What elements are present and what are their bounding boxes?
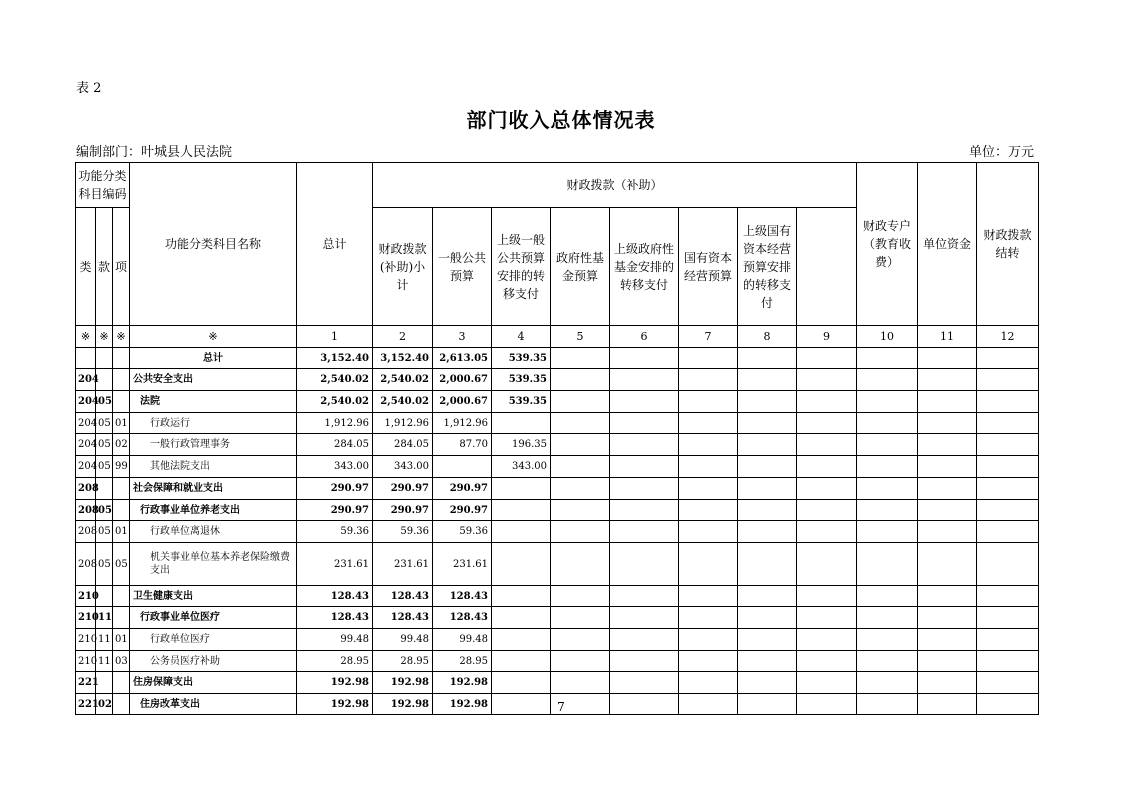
empty-cell bbox=[610, 500, 679, 521]
code-xiang-cell bbox=[113, 369, 130, 391]
header-unit-fund: 单位资金 bbox=[918, 163, 977, 326]
code-lei-cell: 208 bbox=[76, 500, 96, 521]
empty-cell bbox=[679, 607, 738, 629]
empty-cell bbox=[679, 543, 738, 586]
header-func-code: 功能分类科目编码 bbox=[76, 163, 130, 208]
table-tag: 表 2 bbox=[76, 81, 102, 96]
upper-transfer-cell bbox=[492, 629, 551, 651]
empty-cell bbox=[918, 629, 977, 651]
code-xiang-cell: 01 bbox=[113, 521, 130, 543]
total-cell: 290.97 bbox=[297, 500, 373, 521]
table-row bbox=[76, 586, 1039, 607]
empty-cell bbox=[551, 500, 610, 521]
empty-cell bbox=[857, 586, 918, 607]
empty-cell bbox=[610, 586, 679, 607]
empty-cell bbox=[610, 369, 679, 391]
header-upper-transfer: 上级一般公共预算安排的转移支付 bbox=[492, 208, 551, 326]
item-name-cell: 法院 bbox=[130, 391, 297, 413]
empty-cell bbox=[679, 456, 738, 478]
empty-cell bbox=[551, 672, 610, 694]
empty-cell bbox=[797, 543, 857, 586]
empty-cell bbox=[551, 434, 610, 456]
fiscal-subtotal-cell: 59.36 bbox=[373, 521, 433, 543]
empty-cell bbox=[738, 456, 797, 478]
total-cell: 59.36 bbox=[297, 521, 373, 543]
empty-cell bbox=[679, 586, 738, 607]
empty-cell bbox=[738, 651, 797, 672]
item-name-cell: 总计 bbox=[130, 348, 297, 369]
empty-cell bbox=[797, 672, 857, 694]
code-lei-cell: 204 bbox=[76, 391, 96, 413]
general-budget-cell bbox=[433, 456, 492, 478]
empty-cell bbox=[738, 607, 797, 629]
department-label: 编制部门：叶城县人民法院 bbox=[76, 145, 233, 160]
code-lei-cell: 210 bbox=[76, 586, 96, 607]
code-lei-cell: 221 bbox=[76, 672, 96, 694]
upper-transfer-cell: 343.00 bbox=[492, 456, 551, 478]
empty-cell bbox=[857, 629, 918, 651]
empty-cell bbox=[918, 369, 977, 391]
total-cell: 1,912.96 bbox=[297, 413, 373, 434]
empty-cell bbox=[610, 629, 679, 651]
empty-cell bbox=[857, 348, 918, 369]
item-name-cell: 行政运行 bbox=[130, 413, 297, 434]
item-name-cell: 住房保障支出 bbox=[130, 672, 297, 694]
empty-cell bbox=[977, 586, 1039, 607]
empty-cell bbox=[738, 672, 797, 694]
code-kuan-cell: 05 bbox=[96, 456, 113, 478]
index-cell: 6 bbox=[610, 326, 679, 348]
general-budget-cell: 1,912.96 bbox=[433, 413, 492, 434]
empty-cell bbox=[977, 478, 1039, 500]
item-name-cell: 卫生健康支出 bbox=[130, 586, 297, 607]
item-name-cell: 机关事业单位基本养老保险缴费支出 bbox=[130, 543, 297, 586]
empty-cell bbox=[918, 607, 977, 629]
empty-cell bbox=[857, 391, 918, 413]
code-xiang-cell bbox=[113, 607, 130, 629]
empty-cell bbox=[738, 586, 797, 607]
empty-cell bbox=[738, 434, 797, 456]
total-cell: 2,540.02 bbox=[297, 391, 373, 413]
code-kuan-cell: 05 bbox=[96, 391, 113, 413]
total-cell: 128.43 bbox=[297, 607, 373, 629]
empty-cell bbox=[551, 629, 610, 651]
upper-transfer-cell bbox=[492, 672, 551, 694]
fiscal-subtotal-cell: 128.43 bbox=[373, 607, 433, 629]
header-carryover: 财政拨款结转 bbox=[977, 163, 1039, 326]
empty-cell bbox=[679, 521, 738, 543]
empty-cell bbox=[610, 434, 679, 456]
empty-cell bbox=[797, 500, 857, 521]
code-lei-cell: 210 bbox=[76, 607, 96, 629]
header-upper-state-capital: 上级国有资本经营预算安排的转移支付 bbox=[738, 208, 797, 326]
upper-transfer-cell bbox=[492, 607, 551, 629]
table-row bbox=[76, 348, 1039, 369]
empty-cell bbox=[918, 391, 977, 413]
fiscal-subtotal-cell: 284.05 bbox=[373, 434, 433, 456]
code-xiang-cell: 02 bbox=[113, 434, 130, 456]
empty-cell bbox=[977, 348, 1039, 369]
code-xiang-cell: 01 bbox=[113, 413, 130, 434]
upper-transfer-cell bbox=[492, 651, 551, 672]
empty-cell bbox=[610, 607, 679, 629]
empty-cell bbox=[977, 672, 1039, 694]
upper-transfer-cell: 539.35 bbox=[492, 391, 551, 413]
header-fiscal-group: 财政拨款（补助） bbox=[373, 163, 857, 208]
page-number: 7 bbox=[557, 700, 565, 714]
empty-cell bbox=[797, 369, 857, 391]
fiscal-subtotal-cell: 290.97 bbox=[373, 500, 433, 521]
empty-cell bbox=[857, 478, 918, 500]
empty-cell bbox=[977, 413, 1039, 434]
empty-cell bbox=[610, 543, 679, 586]
code-kuan-cell: 11 bbox=[96, 651, 113, 672]
general-budget-cell: 2,613.05 bbox=[433, 348, 492, 369]
code-lei-cell: 204 bbox=[76, 413, 96, 434]
index-cell: ※ bbox=[113, 326, 130, 348]
empty-cell bbox=[918, 586, 977, 607]
empty-cell bbox=[918, 434, 977, 456]
empty-cell bbox=[679, 434, 738, 456]
item-name-cell: 一般行政管理事务 bbox=[130, 434, 297, 456]
empty-cell bbox=[857, 651, 918, 672]
table-row bbox=[76, 478, 1039, 500]
empty-cell bbox=[679, 478, 738, 500]
header-general-budget: 一般公共预算 bbox=[433, 208, 492, 326]
index-row bbox=[76, 326, 1039, 348]
table-row bbox=[76, 434, 1039, 456]
index-cell: 12 bbox=[977, 326, 1039, 348]
code-kuan-cell bbox=[96, 348, 113, 369]
total-cell: 99.48 bbox=[297, 629, 373, 651]
fiscal-subtotal-cell: 290.97 bbox=[373, 478, 433, 500]
empty-cell bbox=[797, 413, 857, 434]
header-xiang: 项 bbox=[113, 208, 130, 326]
index-cell: 10 bbox=[857, 326, 918, 348]
code-lei-cell: 204 bbox=[76, 434, 96, 456]
empty-cell bbox=[679, 500, 738, 521]
item-name-cell: 住房改革支出 bbox=[130, 694, 297, 715]
table-row bbox=[76, 521, 1039, 543]
table-row bbox=[76, 629, 1039, 651]
total-cell: 3,152.40 bbox=[297, 348, 373, 369]
code-kuan-cell: 05 bbox=[96, 521, 113, 543]
general-budget-cell: 231.61 bbox=[433, 543, 492, 586]
code-xiang-cell bbox=[113, 478, 130, 500]
table-row bbox=[76, 413, 1039, 434]
empty-cell bbox=[679, 629, 738, 651]
empty-cell bbox=[610, 413, 679, 434]
empty-cell bbox=[551, 607, 610, 629]
page-title: 部门收入总体情况表 bbox=[466, 108, 656, 132]
empty-cell bbox=[610, 456, 679, 478]
empty-cell bbox=[977, 434, 1039, 456]
income-summary-table bbox=[75, 162, 1039, 715]
general-budget-cell: 128.43 bbox=[433, 586, 492, 607]
table-body bbox=[76, 348, 1039, 715]
header-upper-gov-fund: 上级政府性基金安排的转移支付 bbox=[610, 208, 679, 326]
index-cell: 9 bbox=[797, 326, 857, 348]
empty-cell bbox=[738, 500, 797, 521]
total-cell: 2,540.02 bbox=[297, 369, 373, 391]
empty-cell bbox=[679, 672, 738, 694]
empty-cell bbox=[918, 413, 977, 434]
code-xiang-cell: 99 bbox=[113, 456, 130, 478]
item-name-cell: 行政事业单位医疗 bbox=[130, 607, 297, 629]
empty-cell bbox=[738, 543, 797, 586]
upper-transfer-cell bbox=[492, 478, 551, 500]
fiscal-subtotal-cell: 128.43 bbox=[373, 586, 433, 607]
total-cell: 28.95 bbox=[297, 651, 373, 672]
empty-cell bbox=[977, 607, 1039, 629]
empty-cell bbox=[977, 651, 1039, 672]
empty-cell bbox=[797, 348, 857, 369]
empty-cell bbox=[797, 391, 857, 413]
code-lei-cell: 210 bbox=[76, 629, 96, 651]
general-budget-cell: 87.70 bbox=[433, 434, 492, 456]
table-row bbox=[76, 672, 1039, 694]
empty-cell bbox=[857, 521, 918, 543]
code-lei-cell: 208 bbox=[76, 543, 96, 586]
empty-cell bbox=[977, 456, 1039, 478]
upper-transfer-cell: 539.35 bbox=[492, 369, 551, 391]
fiscal-subtotal-cell: 28.95 bbox=[373, 651, 433, 672]
code-xiang-cell: 03 bbox=[113, 651, 130, 672]
general-budget-cell: 128.43 bbox=[433, 607, 492, 629]
code-lei-cell: 204 bbox=[76, 456, 96, 478]
empty-cell bbox=[918, 521, 977, 543]
empty-cell bbox=[797, 629, 857, 651]
empty-cell bbox=[918, 500, 977, 521]
fiscal-subtotal-cell: 2,540.02 bbox=[373, 369, 433, 391]
header-special: 财政专户（教育收费） bbox=[857, 163, 918, 326]
empty-cell bbox=[977, 369, 1039, 391]
general-budget-cell: 290.97 bbox=[433, 500, 492, 521]
fiscal-subtotal-cell: 3,152.40 bbox=[373, 348, 433, 369]
item-name-cell: 公务员医疗补助 bbox=[130, 651, 297, 672]
table-row bbox=[76, 607, 1039, 629]
empty-cell bbox=[797, 586, 857, 607]
empty-cell bbox=[551, 521, 610, 543]
code-kuan-cell: 05 bbox=[96, 434, 113, 456]
table-row bbox=[76, 391, 1039, 413]
code-xiang-cell bbox=[113, 348, 130, 369]
table-row bbox=[76, 651, 1039, 672]
empty-cell bbox=[610, 391, 679, 413]
empty-cell bbox=[738, 478, 797, 500]
code-kuan-cell: 11 bbox=[96, 607, 113, 629]
item-name-cell: 其他法院支出 bbox=[130, 456, 297, 478]
empty-cell bbox=[738, 391, 797, 413]
empty-cell bbox=[551, 348, 610, 369]
total-cell: 192.98 bbox=[297, 694, 373, 715]
empty-cell bbox=[857, 413, 918, 434]
code-xiang-cell: 05 bbox=[113, 543, 130, 586]
empty-cell bbox=[610, 651, 679, 672]
fiscal-subtotal-cell: 231.61 bbox=[373, 543, 433, 586]
code-kuan-cell: 05 bbox=[96, 500, 113, 521]
empty-cell bbox=[551, 413, 610, 434]
index-cell: 2 bbox=[373, 326, 433, 348]
general-budget-cell: 99.48 bbox=[433, 629, 492, 651]
index-cell: 5 bbox=[551, 326, 610, 348]
upper-transfer-cell bbox=[492, 543, 551, 586]
header-kuan: 款 bbox=[96, 208, 113, 326]
empty-cell bbox=[977, 521, 1039, 543]
empty-cell bbox=[797, 651, 857, 672]
empty-cell bbox=[797, 456, 857, 478]
empty-cell bbox=[610, 478, 679, 500]
upper-transfer-cell bbox=[492, 586, 551, 607]
code-kuan-cell: 02 bbox=[96, 694, 113, 715]
index-cell: 4 bbox=[492, 326, 551, 348]
upper-transfer-cell bbox=[492, 521, 551, 543]
item-name-cell: 公共安全支出 bbox=[130, 369, 297, 391]
fiscal-subtotal-cell: 343.00 bbox=[373, 456, 433, 478]
empty-cell bbox=[918, 651, 977, 672]
code-lei-cell: 204 bbox=[76, 369, 96, 391]
general-budget-cell: 59.36 bbox=[433, 521, 492, 543]
index-cell: 3 bbox=[433, 326, 492, 348]
header-total: 总计 bbox=[297, 163, 373, 326]
empty-cell bbox=[551, 456, 610, 478]
code-xiang-cell bbox=[113, 672, 130, 694]
item-name-cell: 行政单位医疗 bbox=[130, 629, 297, 651]
empty-cell bbox=[857, 500, 918, 521]
empty-cell bbox=[918, 348, 977, 369]
table-row bbox=[76, 456, 1039, 478]
empty-cell bbox=[857, 607, 918, 629]
header-fiscal-subtotal: 财政拨款(补助)小计 bbox=[373, 208, 433, 326]
empty-cell bbox=[797, 478, 857, 500]
empty-cell bbox=[918, 543, 977, 586]
code-kuan-cell: 05 bbox=[96, 543, 113, 586]
code-xiang-cell bbox=[113, 391, 130, 413]
empty-cell bbox=[551, 478, 610, 500]
fiscal-subtotal-cell: 1,912.96 bbox=[373, 413, 433, 434]
empty-cell bbox=[738, 348, 797, 369]
empty-cell bbox=[857, 456, 918, 478]
empty-cell bbox=[857, 543, 918, 586]
unit-label: 单位：万元 bbox=[968, 145, 1034, 160]
index-cell: 7 bbox=[679, 326, 738, 348]
fiscal-subtotal-cell: 2,540.02 bbox=[373, 391, 433, 413]
item-name-cell: 行政单位离退休 bbox=[130, 521, 297, 543]
fiscal-subtotal-cell: 99.48 bbox=[373, 629, 433, 651]
empty-cell bbox=[610, 521, 679, 543]
empty-cell bbox=[738, 629, 797, 651]
code-lei-cell: 210 bbox=[76, 651, 96, 672]
empty-cell bbox=[977, 629, 1039, 651]
item-name-cell: 行政事业单位养老支出 bbox=[130, 500, 297, 521]
empty-cell bbox=[551, 391, 610, 413]
total-cell: 128.43 bbox=[297, 586, 373, 607]
index-cell: ※ bbox=[76, 326, 96, 348]
general-budget-cell: 192.98 bbox=[433, 694, 492, 715]
total-cell: 343.00 bbox=[297, 456, 373, 478]
index-cell: 1 bbox=[297, 326, 373, 348]
empty-cell bbox=[738, 521, 797, 543]
empty-cell bbox=[918, 456, 977, 478]
empty-cell bbox=[679, 413, 738, 434]
general-budget-cell: 28.95 bbox=[433, 651, 492, 672]
table-row bbox=[76, 500, 1039, 521]
empty-cell bbox=[797, 434, 857, 456]
upper-transfer-cell bbox=[492, 500, 551, 521]
empty-cell bbox=[977, 391, 1039, 413]
general-budget-cell: 2,000.67 bbox=[433, 369, 492, 391]
upper-transfer-cell: 196.35 bbox=[492, 434, 551, 456]
empty-cell bbox=[977, 543, 1039, 586]
empty-cell bbox=[610, 672, 679, 694]
header-lei: 类 bbox=[76, 208, 96, 326]
empty-cell bbox=[679, 348, 738, 369]
empty-cell bbox=[551, 651, 610, 672]
empty-cell bbox=[679, 369, 738, 391]
code-xiang-cell bbox=[113, 500, 130, 521]
index-cell: ※ bbox=[130, 326, 297, 348]
empty-cell bbox=[797, 521, 857, 543]
general-budget-cell: 290.97 bbox=[433, 478, 492, 500]
code-lei-cell bbox=[76, 348, 96, 369]
general-budget-cell: 2,000.67 bbox=[433, 391, 492, 413]
code-kuan-cell: 05 bbox=[96, 413, 113, 434]
empty-cell bbox=[551, 586, 610, 607]
code-lei-cell: 208 bbox=[76, 521, 96, 543]
code-xiang-cell: 01 bbox=[113, 629, 130, 651]
empty-cell bbox=[551, 369, 610, 391]
table-row bbox=[76, 543, 1039, 586]
empty-cell bbox=[857, 369, 918, 391]
empty-cell bbox=[857, 672, 918, 694]
header-func-name: 功能分类科目名称 bbox=[130, 163, 297, 326]
table-header bbox=[76, 163, 1039, 348]
empty-cell bbox=[679, 651, 738, 672]
fiscal-subtotal-cell: 192.98 bbox=[373, 694, 433, 715]
index-cell: 11 bbox=[918, 326, 977, 348]
general-budget-cell: 192.98 bbox=[433, 672, 492, 694]
empty-cell bbox=[918, 672, 977, 694]
item-name-cell: 社会保障和就业支出 bbox=[130, 478, 297, 500]
index-cell: 8 bbox=[738, 326, 797, 348]
empty-cell bbox=[738, 413, 797, 434]
index-cell: ※ bbox=[96, 326, 113, 348]
empty-cell bbox=[679, 391, 738, 413]
fiscal-subtotal-cell: 192.98 bbox=[373, 672, 433, 694]
empty-cell bbox=[857, 434, 918, 456]
empty-cell bbox=[977, 500, 1039, 521]
total-cell: 284.05 bbox=[297, 434, 373, 456]
code-lei-cell: 221 bbox=[76, 694, 96, 715]
empty-cell bbox=[738, 369, 797, 391]
code-kuan-cell: 11 bbox=[96, 629, 113, 651]
empty-cell bbox=[610, 348, 679, 369]
empty-cell bbox=[551, 543, 610, 586]
table-row bbox=[76, 369, 1039, 391]
total-cell: 290.97 bbox=[297, 478, 373, 500]
total-cell: 192.98 bbox=[297, 672, 373, 694]
code-lei-cell: 208 bbox=[76, 478, 96, 500]
header-state-capital: 国有资本经营预算 bbox=[679, 208, 738, 326]
upper-transfer-cell bbox=[492, 413, 551, 434]
code-xiang-cell bbox=[113, 586, 130, 607]
empty-cell bbox=[797, 607, 857, 629]
total-cell: 231.61 bbox=[297, 543, 373, 586]
empty-cell bbox=[918, 478, 977, 500]
header-gov-fund: 政府性基金预算 bbox=[551, 208, 610, 326]
upper-transfer-cell: 539.35 bbox=[492, 348, 551, 369]
